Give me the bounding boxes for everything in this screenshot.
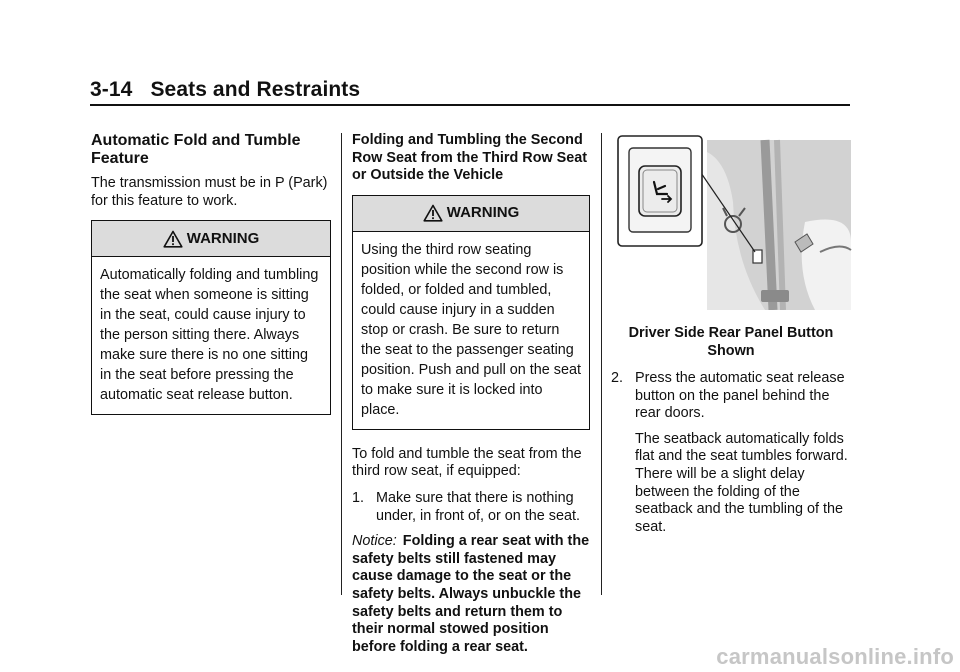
notice <box>352 533 590 656</box>
notice-label: Notice: <box>352 533 397 550</box>
warning-label: WARNING <box>186 229 260 247</box>
warning-header <box>92 221 330 257</box>
step-text: Press the automatic seat release button on the panel behind the rear doors. <box>635 370 845 422</box>
section-heading: Automatic Fold and Tumble Feature <box>91 132 301 167</box>
watermark: carmanualsonline.info <box>716 644 954 669</box>
page-number: 3-14 <box>90 78 133 101</box>
intro-text: The transmission must be in P (Park) for this feature to work. <box>91 175 328 209</box>
column-1 <box>91 132 331 425</box>
instructions-intro: To fold and tumble the seat from the third row seat, if equipped: <box>352 445 582 480</box>
page-header <box>90 78 360 102</box>
warning-box-2 <box>352 195 590 430</box>
column-2 <box>352 132 590 665</box>
column-divider-1 <box>341 133 342 595</box>
warning-text: Automatically folding and tumbling the seat when someone is sitting in the seat, could cause injury to the person sitting there. Always make sure there is no one sitting in the seat before pressing the automatic seat release button. <box>100 267 319 404</box>
warning-triangle-icon <box>163 230 183 248</box>
rear-panel-illustration <box>615 132 853 310</box>
warning-box-1 <box>91 220 331 415</box>
step-number: 2. <box>611 370 624 386</box>
warning-header <box>353 196 589 232</box>
step-2-detail: The seatback automatically folds flat and the seat tumbles forward. There will be a slight delay between the folding of the seatback and the tumbling of the seat. <box>635 430 848 535</box>
warning-label: WARNING <box>446 204 520 222</box>
section-title: Seats and Restraints <box>150 78 361 101</box>
warning-text: Using the third row seating position while the second row is folded, or folded and tumbled, could cause injury in a sudden stop or crash. Be sure to return the seat to the passenger seating position. Push and pull on the seat to make sure it is locked into place. <box>361 241 582 418</box>
warning-triangle-icon <box>423 204 443 222</box>
step-1 <box>352 490 590 525</box>
step-2 <box>611 370 851 423</box>
column-divider-2 <box>601 133 602 595</box>
header-rule <box>90 104 850 106</box>
figure-caption: Driver Side Rear Panel Button Shown <box>628 325 834 359</box>
notice-text: Folding a rear seat with the safety belts still fastened may cause damage to the seat or the safety belts. Always unbuckle the safety belts and return them to their normal stowed position before folding a rear seat. <box>352 533 590 655</box>
subsection-heading: Folding and Tumbling the Second Row Seat from the Third Row Seat or Outside the Vehicle <box>352 132 588 184</box>
column-3 <box>611 132 851 545</box>
step-text: Make sure that there is nothing under, in front of, or on the seat. <box>376 489 580 524</box>
step-number: 1. <box>352 489 365 506</box>
